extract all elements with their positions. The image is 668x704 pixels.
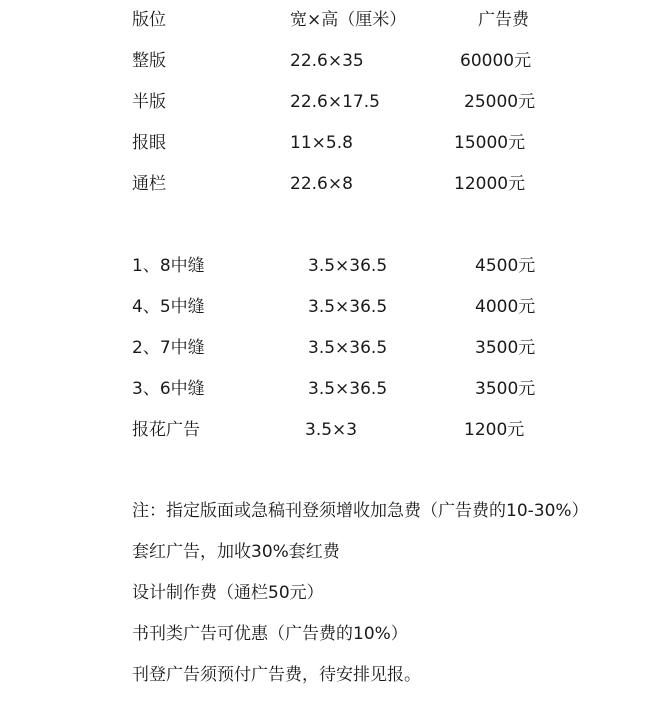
table-row [0,335,668,361]
row-size: 3.5×3 [305,420,358,440]
table-row [0,89,668,115]
table-row [0,376,668,402]
row-price: 12000元 [454,174,526,194]
row-position: 1、8中缝 [132,256,205,276]
row-size: 22.6×8 [290,174,353,194]
note-rush-fee: 注：指定版面或急稿刊登须增收加急费（广告费的10-30%） [132,501,589,521]
row-position: 半版 [132,92,166,112]
row-price: 3500元 [475,379,536,399]
row-price: 25000元 [464,92,536,112]
row-price: 60000元 [460,51,532,71]
table-header-row [0,7,668,33]
row-price: 4500元 [475,256,536,276]
row-position: 报花广告 [132,420,200,440]
row-position: 4、5中缝 [132,297,205,317]
row-price: 1200元 [464,420,525,440]
row-position: 3、6中缝 [132,379,205,399]
row-size: 22.6×17.5 [290,92,380,112]
table-row [0,253,668,279]
row-size: 3.5×36.5 [308,256,388,276]
row-position: 报眼 [132,133,166,153]
header-size: 宽×高（厘米） [290,10,407,30]
note-book-discount: 书刊类广告可优惠（广告费的10%） [132,624,408,644]
table-row [0,130,668,156]
row-price: 15000元 [454,133,526,153]
row-size: 3.5×36.5 [308,297,388,317]
table-row [0,294,668,320]
header-position: 版位 [132,10,166,30]
row-price: 4000元 [475,297,536,317]
row-size: 11×5.8 [290,133,353,153]
row-size: 3.5×36.5 [308,379,388,399]
table-row [0,417,668,443]
note-prepayment: 刊登广告须预付广告费，待安排见报。 [132,665,421,685]
header-price: 广告费 [478,10,529,30]
table-row [0,48,668,74]
note-design-fee: 设计制作费（通栏50元） [132,583,324,603]
row-position: 通栏 [132,174,166,194]
row-position: 整版 [132,51,166,71]
row-position: 2、7中缝 [132,338,205,358]
note-red-print: 套红广告，加收30%套红费 [132,542,340,562]
row-price: 3500元 [475,338,536,358]
row-size: 3.5×36.5 [308,338,388,358]
table-row [0,171,668,197]
row-size: 22.6×35 [290,51,364,71]
